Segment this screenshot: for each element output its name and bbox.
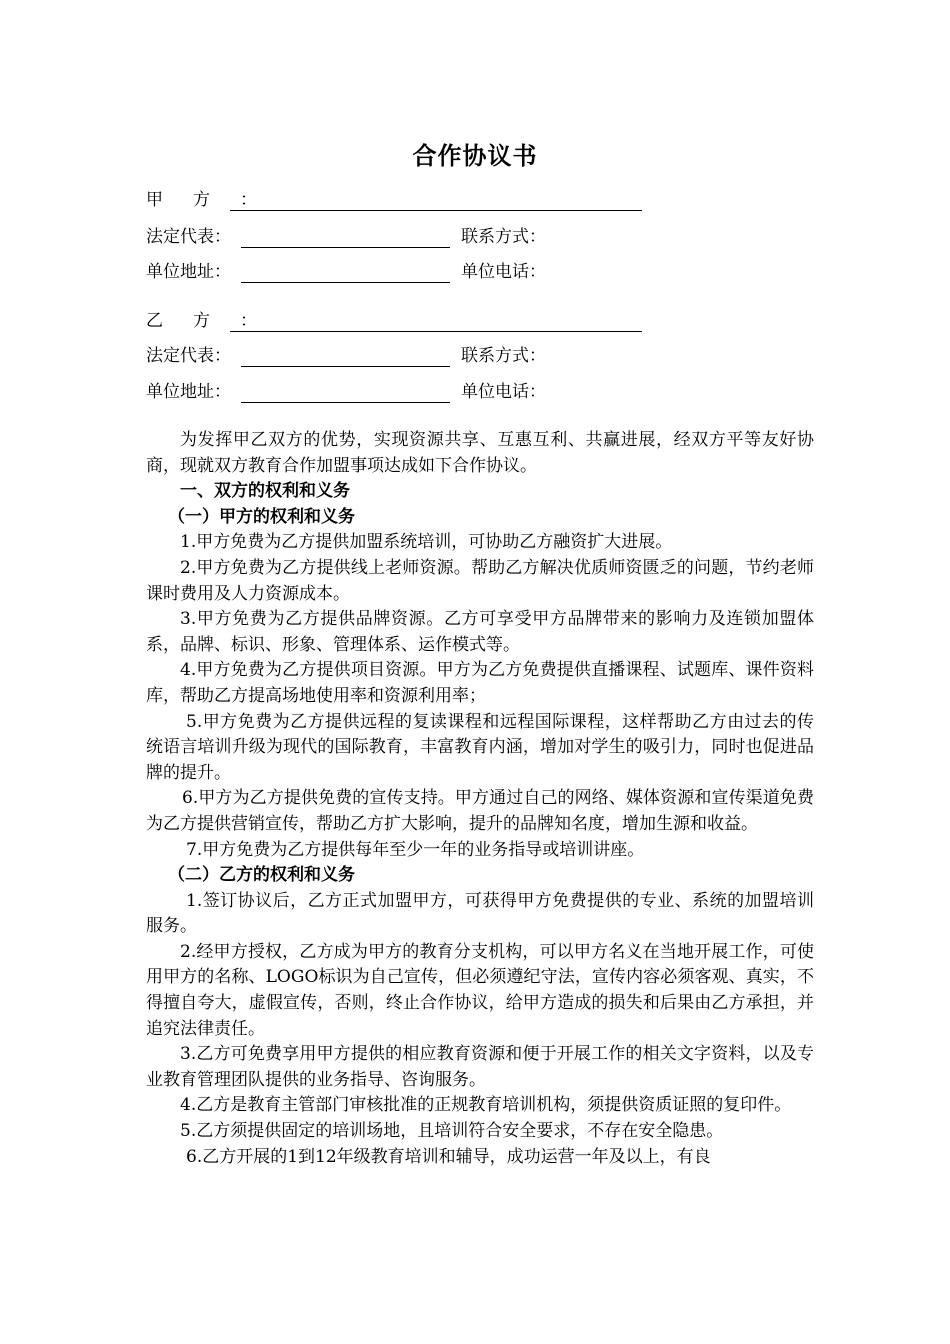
- party-a-item: 1.甲方免费为乙方提供加盟系统培训，可协助乙方融资扩大进展。: [180, 532, 673, 553]
- agreement-body: [146, 428, 814, 1170]
- party-b-phone-label: 单位电话：: [461, 382, 546, 402]
- party-b-address-line[interactable]: [241, 402, 450, 403]
- party-a-item: 7.甲方免费为乙方提供每年至少一年的业务指导或培训讲座。: [186, 839, 645, 860]
- party-a-name-label: 甲方：: [146, 190, 287, 210]
- party-b-item: 4.乙方是教育主管部门审核批准的正规教育培训机构，须提供资质证照的复印件。: [180, 1095, 792, 1116]
- party-a-address-line[interactable]: [241, 282, 450, 283]
- party-b-contact-label: 联系方式：: [461, 346, 546, 366]
- party-b-item: 6.乙方开展的1到12年级教育培训和辅导，成功运营一年及以上，有良: [186, 1146, 711, 1167]
- party-a-name-line[interactable]: [230, 210, 642, 211]
- party-b-rep-label: 法定代表：: [146, 346, 231, 366]
- party-a-item: 5.甲方免费为乙方提供远程的复读课程和远程国际课程，这样帮助乙方由过去的传统语言培训升级为现代的国际教育，丰富教育内涵，增加对学生的吸引力，同时也促进品牌的提升。: [146, 711, 814, 783]
- party-b-address-label: 单位地址：: [146, 382, 231, 402]
- party-a-rep-row: [146, 224, 646, 250]
- party-b-item: 1.签订协议后，乙方正式加盟甲方，可获得甲方免费提供的专业、系统的加盟培训服务。: [146, 890, 814, 937]
- party-a-rep-line[interactable]: [241, 247, 450, 248]
- party-a-contact-label: 联系方式：: [461, 227, 546, 247]
- party-a-address-row: [146, 259, 646, 285]
- party-b-item: 2.经甲方授权，乙方成为甲方的教育分支机构，可以甲方名义在当地开展工作，可使用甲方的名称、LOGO标识为自己宣传，但必须遵纪守法，宣传内容必须客观、真实，不得擅自夸大，虚假宣传，否则，终止合作协议，给甲方造成的损失和后果由乙方承担，并追究法律责任。: [146, 941, 814, 1039]
- party-a-item: 6.甲方为乙方提供免费的宣传支持。甲方通过自己的网络、媒体资源和宣传渠道免费为乙方提供营销宣传，帮助乙方扩大影响，提升的品牌知名度，增加生源和收益。: [146, 788, 814, 834]
- document-title: 合作协议书: [412, 141, 538, 170]
- party-b-item: 5.乙方须提供固定的培训场地，且培训符合安全要求，不存在安全隐患。: [180, 1121, 724, 1142]
- party-b-name-row: [146, 308, 646, 334]
- party-b-item: 3.乙方可免费享用甲方提供的相应教育资源和便于开展工作的相关文字资料，以及专业教育管理团队提供的业务指导、咨询服务。: [146, 1044, 814, 1090]
- subsection-heading-party-b: （二）乙方的权利和义务: [168, 865, 355, 886]
- party-a-rep-label: 法定代表：: [146, 227, 231, 247]
- party-a-item: 4.甲方免费为乙方提供项目资源。甲方为乙方免费提供直播课程、试题库、课件资料库，帮助乙方提高场地使用率和资源利用率；: [146, 660, 814, 706]
- party-b-address-row: [146, 379, 646, 405]
- party-b-name-label: 乙方：: [146, 311, 287, 331]
- party-a-name-row: [146, 187, 646, 213]
- party-b-rep-row: [146, 343, 646, 369]
- subsection-heading-party-a: （一）甲方的权利和义务: [168, 506, 355, 527]
- section-heading: 一、双方的权利和义务: [180, 481, 350, 502]
- party-a-address-label: 单位地址：: [146, 262, 231, 282]
- party-b-name-line[interactable]: [230, 331, 642, 332]
- party-a-item: 2.甲方免费为乙方提供线上老师资源。帮助乙方解决优质师资匮乏的问题，节约老师课时费用及人力资源成本。: [146, 557, 814, 604]
- party-a-item: 3.甲方免费为乙方提供品牌资源。乙方可享受甲方品牌带来的影响力及连锁加盟体系，品牌、标识、形象、管理体系、运作模式等。: [146, 609, 814, 655]
- party-a-phone-label: 单位电话：: [461, 262, 546, 282]
- intro-paragraph: 为发挥甲乙双方的优势，实现资源共享、互惠互利、共赢进展，经双方平等友好协商，现就双方教育合作加盟事项达成如下合作协议。: [146, 430, 814, 476]
- party-b-rep-line[interactable]: [241, 366, 450, 367]
